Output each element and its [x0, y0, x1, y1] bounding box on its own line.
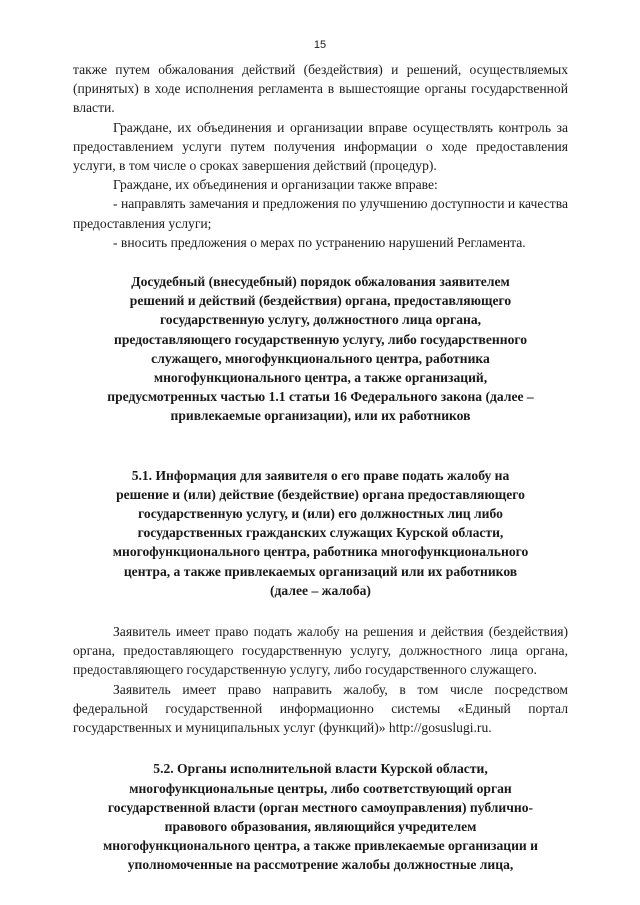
section-heading-5-2	[73, 759, 568, 874]
heading-line: привлекаемые организации), или их работников	[170, 408, 471, 424]
paragraph-citizens-rights: Граждане, их объединения и организации также вправе:	[113, 177, 438, 193]
heading-line: Досудебный (внесудебный) порядок обжалования заявителем	[131, 274, 510, 290]
paragraph-complaint-portal: Заявитель имеет право направить жалобу, в том числе посредством федеральной государственной информационно системы «Единый портал государственных и муниципальных услуг (функций)» http://gosuslugi.ru.	[73, 681, 568, 736]
heading-line: (далее – жалоба)	[270, 582, 371, 598]
paragraph-complaint-right: Заявитель имеет право подать жалобу на решения и действия (бездействия) органа, предоставляющего государственную услугу, должностного лица органа, предоставляющего государственную услугу, либо государственного служащего.	[73, 624, 568, 678]
heading-line: государственной власти (орган местного самоуправления) публично-	[107, 799, 534, 815]
list-item-remarks: - направлять замечания и предложения по улучшению доступности и качества предоставления услуги;	[73, 196, 568, 231]
section-heading-pretrial-appeal	[73, 272, 568, 426]
heading-line: предусмотренных частью 1.1 статьи 16 Федерального закона (далее –	[107, 389, 534, 405]
heading-line: решений и действий (бездействия) органа, предоставляющего	[129, 293, 512, 309]
heading-line: государственную услугу, и (или) его должностных лиц либо	[138, 506, 503, 522]
heading-line: многофункционального центра, работника многофункционального	[112, 544, 529, 560]
heading-line: 5.2. Органы исполнительной власти Курской области,	[153, 761, 488, 777]
heading-line: государственную услугу, должностного лица органа,	[159, 312, 482, 328]
heading-line: многофункционального центра, а также привлекаемые организации и	[103, 838, 538, 854]
section-heading-5-1	[73, 466, 568, 600]
heading-line: 5.1. Информация для заявителя о его праве подать жалобу на	[131, 467, 510, 483]
heading-line: уполномоченные на рассмотрение жалобы должностные лица,	[127, 857, 514, 873]
heading-line: государственных гражданских служащих Курской области,	[137, 525, 504, 541]
list-item-proposals: - вносить предложения о мерах по устранению нарушений Регламента.	[113, 234, 526, 250]
paragraph-appeal-continuation: также путем обжалования действий (бездействия) и решений, осуществляемых (принятых) в ходе исполнения регламента в вышестоящие органы государственной власти.	[73, 62, 568, 116]
heading-line: правового образования, являющийся учредителем	[164, 818, 477, 834]
document-body	[73, 60, 568, 875]
heading-line: предоставляющего государственную услугу, либо государственного	[113, 331, 527, 347]
heading-line: центра, а также привлекаемых организаций или их работников	[123, 563, 518, 579]
heading-line: многофункционального центра, а также организаций,	[153, 370, 488, 386]
paragraph-citizens-control: Граждане, их объединения и организации вправе осуществлять контроль за предоставлением услуги путем получения информации о ходе предоставления услуги, в том числе о сроках завершения действий (процедур).	[73, 119, 568, 174]
heading-line: служащего, многофункционального центра, работника	[151, 350, 490, 366]
heading-line: многофункциональные центры, либо соответствующий орган	[129, 780, 512, 796]
heading-line: решение и (или) действие (бездействие) органа предоставляющего	[116, 486, 525, 502]
page-number: 15	[313, 39, 327, 51]
